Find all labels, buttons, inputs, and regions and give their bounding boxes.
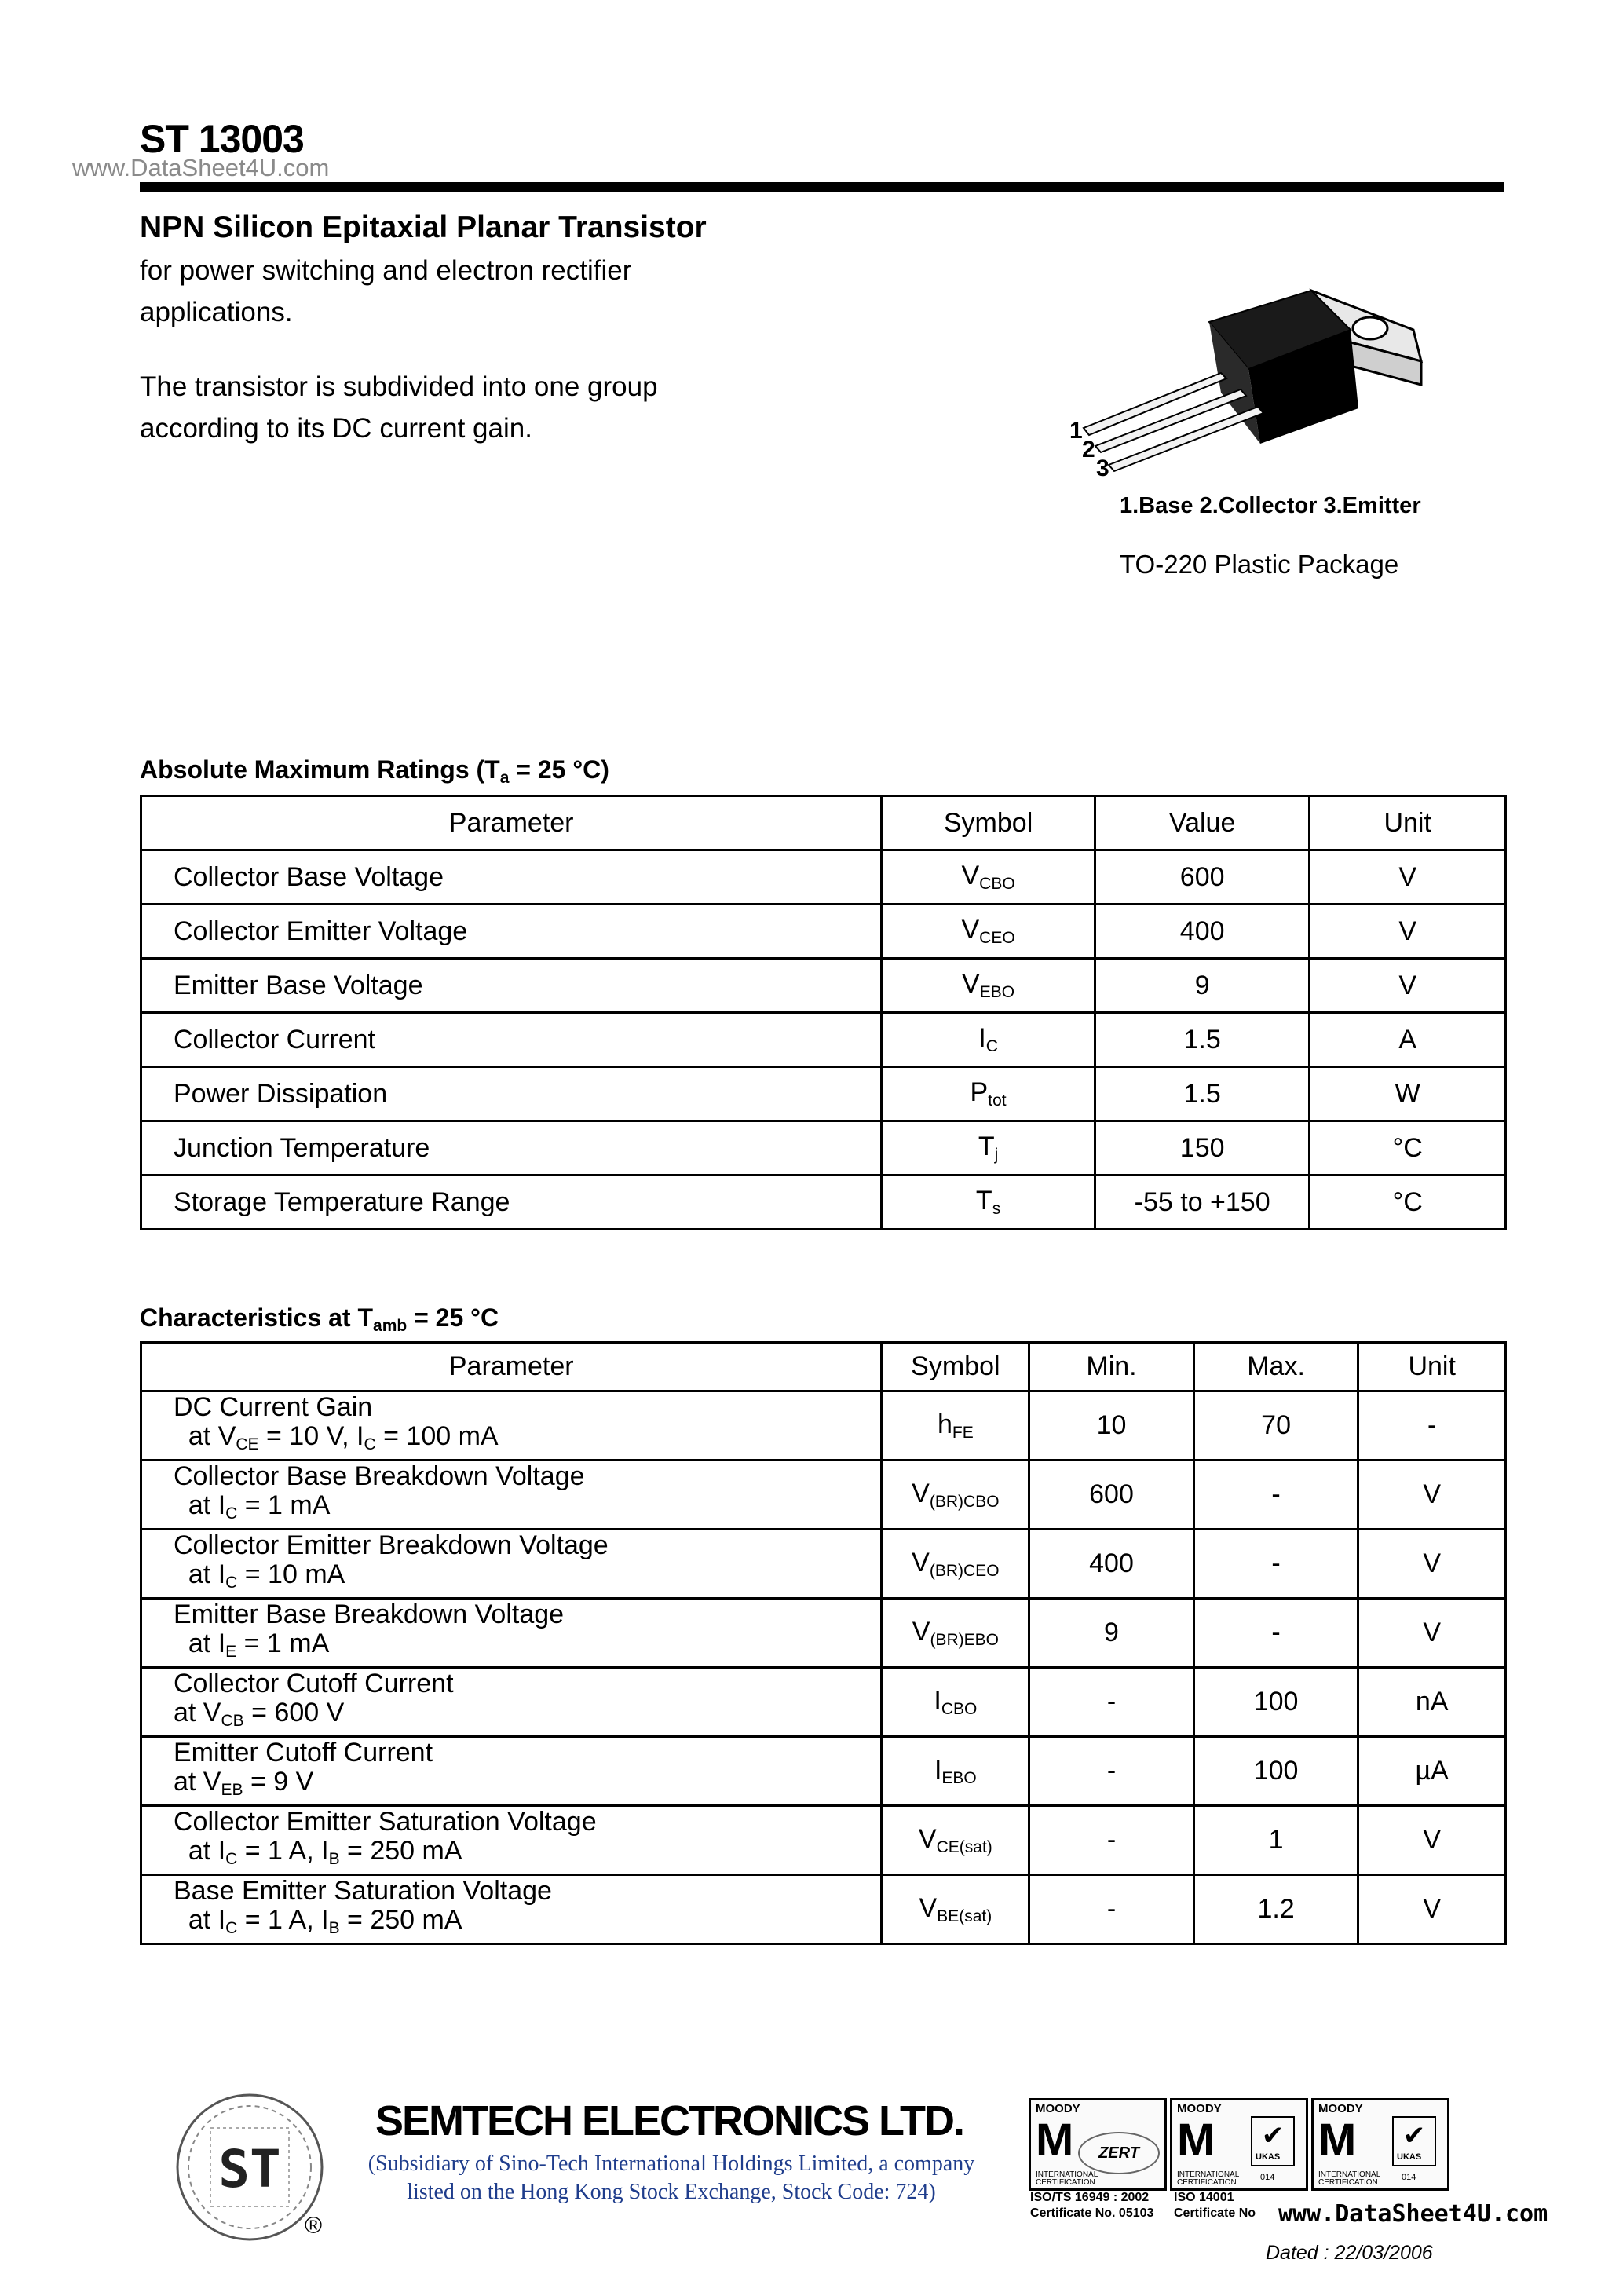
chars-max: - — [1193, 1599, 1358, 1668]
chars-max: 70 — [1193, 1391, 1358, 1461]
chars-symbol-main: V — [912, 1616, 930, 1647]
cert-badge-2-intl: INTERNATIONAL CERTIFICATION — [1177, 2170, 1239, 2187]
cert-badge-3-crown-check-icon: ✔ — [1392, 2116, 1436, 2166]
header-rule — [140, 182, 1504, 192]
to220-package-drawing — [1052, 267, 1445, 495]
chars-param — [141, 1737, 882, 1806]
abs-max-symbol — [882, 1013, 1095, 1067]
chars-unit: V — [1358, 1806, 1506, 1875]
chars-symbol-sub: BE(sat) — [937, 1907, 992, 1925]
cert-badge-2-num: 014 — [1260, 2173, 1275, 2182]
abs-max-symbol-sub: CEO — [979, 929, 1015, 947]
chars-param-condition: at $V_{CE} = 10$ V, $I_C = 100$ mA — [174, 1420, 499, 1453]
chars-param — [141, 1461, 882, 1530]
pin-1-label: 1 — [1069, 418, 1083, 444]
chars-symbol — [882, 1737, 1029, 1806]
subsidiary-line-1: (Subsidiary of Sino-Tech International Holdings Limited, a company — [367, 2152, 975, 2176]
chars-header-row — [141, 1343, 1506, 1391]
chars-symbol — [882, 1391, 1029, 1461]
chars-symbol — [882, 1668, 1029, 1737]
cert-badge-1-intl: INTERNATIONAL CERTIFICATION — [1036, 2170, 1098, 2187]
subsidiary-line-2: listed on the Hong Kong Stock Exchange, Stock Code: 724) — [407, 2180, 936, 2204]
subtitle: NPN Silicon Epitaxial Planar Transistor — [140, 210, 707, 244]
chars-header-cell: Symbol — [882, 1343, 1029, 1391]
abs-max-symbol-main: V — [961, 915, 980, 945]
cert-1-number: Certificate No. 05103 — [1030, 2206, 1154, 2220]
chars-param-name: Collector Emitter Breakdown Voltage — [174, 1530, 609, 1560]
abs-max-param: Collector Base Voltage — [141, 850, 882, 905]
registered-mark: ® — [305, 2213, 323, 2239]
cert-badge-1-m-icon: M — [1036, 2115, 1074, 2166]
abs-max-value: -55 to +150 — [1095, 1175, 1310, 1230]
abs-max-row — [141, 1067, 1506, 1121]
chars-row — [141, 1668, 1506, 1737]
dated-text: Dated : 22/03/2006 — [1266, 2242, 1433, 2264]
abs-max-title-pre: Absolute Maximum Ratings (T — [140, 755, 500, 784]
abs-max-symbol-main: I — [978, 1023, 986, 1053]
abs-max-symbol-main: T — [978, 1132, 995, 1161]
chars-unit: V — [1358, 1461, 1506, 1530]
abs-max-header-cell: Parameter — [141, 796, 882, 850]
logo-text: ST — [218, 2139, 281, 2199]
chars-row — [141, 1530, 1506, 1599]
chars-row — [141, 1875, 1506, 1944]
chars-symbol-main: V — [918, 1823, 937, 1854]
abs-max-symbol — [882, 959, 1095, 1013]
chars-max: 100 — [1193, 1737, 1358, 1806]
chars-param-name: Base Emitter Saturation Voltage — [174, 1875, 552, 1906]
chars-header-cell: Unit — [1358, 1343, 1506, 1391]
chars-param-condition: at $V_{CB} = 600$ V — [174, 1697, 345, 1730]
chars-unit: V — [1358, 1599, 1506, 1668]
abs-max-header-cell: Value — [1095, 796, 1310, 850]
abs-max-row — [141, 1121, 1506, 1175]
description-1-line-1: for power switching and electron rectifier — [140, 255, 632, 286]
chars-symbol-sub: (BR)CBO — [929, 1492, 1000, 1511]
chars-row — [141, 1391, 1506, 1461]
description-2-line-2: according to its DC current gain. — [140, 413, 532, 444]
chars-symbol-main: I — [934, 1685, 941, 1716]
abs-max-value: 400 — [1095, 905, 1310, 959]
chars-param-name: Emitter Base Breakdown Voltage — [174, 1599, 565, 1629]
cert-badge-1-moody: MOODY — [1036, 2102, 1080, 2115]
chars-symbol-main: V — [912, 1478, 930, 1508]
chars-max: 1 — [1193, 1806, 1358, 1875]
chars-symbol-sub: FE — [952, 1423, 974, 1442]
chars-symbol — [882, 1599, 1029, 1668]
chars-unit: nA — [1358, 1668, 1506, 1737]
chars-param — [141, 1391, 882, 1461]
abs-max-symbol-sub: EBO — [979, 983, 1015, 1001]
cert-badge-1-zert: ZERT — [1078, 2132, 1160, 2174]
chars-param-condition: at $I_C = 1$ A, $I_B = 250$ mA — [174, 1904, 462, 1937]
abs-max-value: 150 — [1095, 1121, 1310, 1175]
cert-badge-2-moody: MOODY — [1177, 2102, 1222, 2115]
chars-param — [141, 1599, 882, 1668]
description-2 — [140, 366, 658, 449]
cert-1-label: ISO/TS 16949 : 2002 — [1030, 2191, 1150, 2204]
chars-unit: - — [1358, 1391, 1506, 1461]
abs-max-title-post: = 25 °C) — [509, 755, 609, 784]
chars-param-name: Collector Base Breakdown Voltage — [174, 1461, 585, 1491]
chars-header-cell: Parameter — [141, 1343, 882, 1391]
abs-max-symbol-main: P — [970, 1077, 989, 1107]
abs-max-symbol — [882, 1175, 1095, 1230]
abs-max-symbol-sub: CBO — [979, 875, 1015, 893]
description-2-line-1: The transistor is subdivided into one group — [140, 371, 658, 402]
chars-param-name: Emitter Cutoff Current — [174, 1737, 433, 1768]
chars-symbol — [882, 1461, 1029, 1530]
chars-title-pre: Characteristics at T — [140, 1303, 374, 1332]
chars-min: 600 — [1029, 1461, 1194, 1530]
abs-max-header-cell: Symbol — [882, 796, 1095, 850]
chars-min: 400 — [1029, 1530, 1194, 1599]
page-title: ST 13003 — [140, 117, 304, 161]
chars-symbol-sub: (BR)CEO — [929, 1561, 1000, 1580]
chars-symbol — [882, 1530, 1029, 1599]
abs-max-value: 9 — [1095, 959, 1310, 1013]
abs-max-param: Collector Current — [141, 1013, 882, 1067]
abs-max-value: 600 — [1095, 850, 1310, 905]
cert-badge-2-crown-check-icon: ✔ — [1251, 2116, 1295, 2166]
chars-min: - — [1029, 1875, 1194, 1944]
chars-param-condition: at $I_C = 1$ mA — [174, 1490, 331, 1523]
chars-title-post: = 25 °C — [407, 1303, 499, 1332]
chars-param — [141, 1668, 882, 1737]
chars-param-name: Collector Cutoff Current — [174, 1668, 454, 1698]
chars-max: 100 — [1193, 1668, 1358, 1737]
chars-unit: V — [1358, 1530, 1506, 1599]
abs-max-row — [141, 905, 1506, 959]
chars-max: - — [1193, 1530, 1358, 1599]
chars-param-condition: at $V_{EB} = 9$ V — [174, 1766, 314, 1799]
chars-param-name: Collector Emitter Saturation Voltage — [174, 1806, 597, 1837]
chars-row — [141, 1461, 1506, 1530]
chars-param — [141, 1806, 882, 1875]
chars-symbol — [882, 1875, 1029, 1944]
chars-param-condition: at $I_C = 10$ mA — [174, 1559, 345, 1592]
chars-max: 1.2 — [1193, 1875, 1358, 1944]
abs-max-title — [140, 755, 609, 788]
chars-min: - — [1029, 1806, 1194, 1875]
chars-title — [140, 1303, 499, 1336]
chars-row — [141, 1806, 1506, 1875]
chars-symbol-main: h — [937, 1409, 952, 1439]
chars-row — [141, 1737, 1506, 1806]
pins-caption: 1.Base 2.Collector 3.Emitter — [1120, 493, 1421, 518]
abs-max-value: 1.5 — [1095, 1067, 1310, 1121]
chars-min: - — [1029, 1668, 1194, 1737]
cert-badge-3-moody: MOODY — [1318, 2102, 1363, 2115]
company-subsidiary-note — [349, 2150, 993, 2206]
abs-max-symbol-sub: tot — [988, 1091, 1007, 1110]
cert-badge-2 — [1170, 2098, 1308, 2191]
abs-max-symbol-main: T — [975, 1186, 992, 1216]
company-name: SEMTECH ELECTRONICS LTD. — [375, 2097, 964, 2144]
chars-min: 10 — [1029, 1391, 1194, 1461]
abs-max-param: Junction Temperature — [141, 1121, 882, 1175]
chars-param-condition: at $I_E = 1$ mA — [174, 1628, 330, 1661]
cert-2-number: Certificate No — [1174, 2206, 1256, 2220]
abs-max-header-cell: Unit — [1310, 796, 1506, 850]
pin-2-label: 2 — [1082, 437, 1095, 462]
package-mounting-hole — [1353, 317, 1387, 339]
cert-2-label: ISO 14001 — [1174, 2191, 1234, 2204]
chars-symbol-main: V — [912, 1547, 930, 1578]
chars-symbol-main: I — [934, 1754, 942, 1785]
chars-min: 9 — [1029, 1599, 1194, 1668]
abs-max-param: Emitter Base Voltage — [141, 959, 882, 1013]
watermark-link[interactable]: www.DataSheet4U.com — [72, 154, 330, 181]
watermark-link-footer[interactable]: www.DataSheet4U.com — [1278, 2200, 1548, 2228]
chars-param-name: DC Current Gain — [174, 1391, 373, 1422]
chars-param-condition: at $I_C = 1$ A, $I_B = 250$ mA — [174, 1835, 462, 1868]
cert-badge-3-intl: INTERNATIONAL CERTIFICATION — [1318, 2170, 1380, 2187]
chars-header-cell: Min. — [1029, 1343, 1194, 1391]
chars-symbol-main: V — [919, 1892, 938, 1923]
abs-max-symbol — [882, 905, 1095, 959]
abs-max-unit: A — [1310, 1013, 1506, 1067]
package-name: TO-220 Plastic Package — [1120, 550, 1399, 579]
chars-symbol-sub: (BR)EBO — [930, 1630, 999, 1649]
cert-badge-2-m-icon: M — [1177, 2115, 1215, 2166]
chars-symbol-sub: CBO — [941, 1699, 978, 1718]
cert-badge-3 — [1311, 2098, 1449, 2191]
cert-badge-2-ukas: UKAS — [1256, 2152, 1281, 2162]
abs-max-value: 1.5 — [1095, 1013, 1310, 1067]
abs-max-row — [141, 850, 1506, 905]
abs-max-symbol — [882, 1121, 1095, 1175]
abs-max-unit: °C — [1310, 1121, 1506, 1175]
abs-max-param: Storage Temperature Range — [141, 1175, 882, 1230]
abs-max-table — [140, 795, 1507, 1230]
chars-max: - — [1193, 1461, 1358, 1530]
chars-symbol-sub: EBO — [941, 1768, 977, 1787]
abs-max-symbol — [882, 1067, 1095, 1121]
abs-max-row — [141, 1175, 1506, 1230]
cert-badge-1 — [1029, 2098, 1167, 2191]
abs-max-header-row — [141, 796, 1506, 850]
abs-max-symbol-main: V — [961, 861, 980, 890]
characteristics-table — [140, 1341, 1507, 1945]
chars-header-cell: Max. — [1193, 1343, 1358, 1391]
abs-max-unit: V — [1310, 850, 1506, 905]
chars-min: - — [1029, 1737, 1194, 1806]
abs-max-title-sub: a — [499, 769, 510, 787]
abs-max-param: Collector Emitter Voltage — [141, 905, 882, 959]
cert-badge-3-num: 014 — [1402, 2173, 1416, 2182]
cert-badge-3-ukas: UKAS — [1397, 2152, 1422, 2162]
chars-symbol — [882, 1806, 1029, 1875]
abs-max-symbol-main: V — [962, 969, 980, 999]
abs-max-unit: W — [1310, 1067, 1506, 1121]
chars-param — [141, 1875, 882, 1944]
abs-max-unit: V — [1310, 905, 1506, 959]
abs-max-symbol-sub: s — [992, 1200, 1001, 1218]
abs-max-row — [141, 959, 1506, 1013]
abs-max-unit: °C — [1310, 1175, 1506, 1230]
chars-unit: µA — [1358, 1737, 1506, 1806]
abs-max-unit: V — [1310, 959, 1506, 1013]
chars-row — [141, 1599, 1506, 1668]
abs-max-symbol-sub: j — [994, 1146, 999, 1164]
description-1 — [140, 250, 631, 333]
abs-max-row — [141, 1013, 1506, 1067]
description-1-line-2: applications. — [140, 297, 293, 327]
abs-max-symbol — [882, 850, 1095, 905]
chars-title-sub: amb — [373, 1317, 408, 1335]
chars-param — [141, 1530, 882, 1599]
chars-symbol-sub: CE(sat) — [936, 1837, 992, 1856]
cert-badge-3-m-icon: M — [1318, 2115, 1357, 2166]
pin-3-label: 3 — [1096, 455, 1109, 481]
abs-max-symbol-sub: C — [985, 1037, 998, 1055]
abs-max-param: Power Dissipation — [141, 1067, 882, 1121]
chars-unit: V — [1358, 1875, 1506, 1944]
